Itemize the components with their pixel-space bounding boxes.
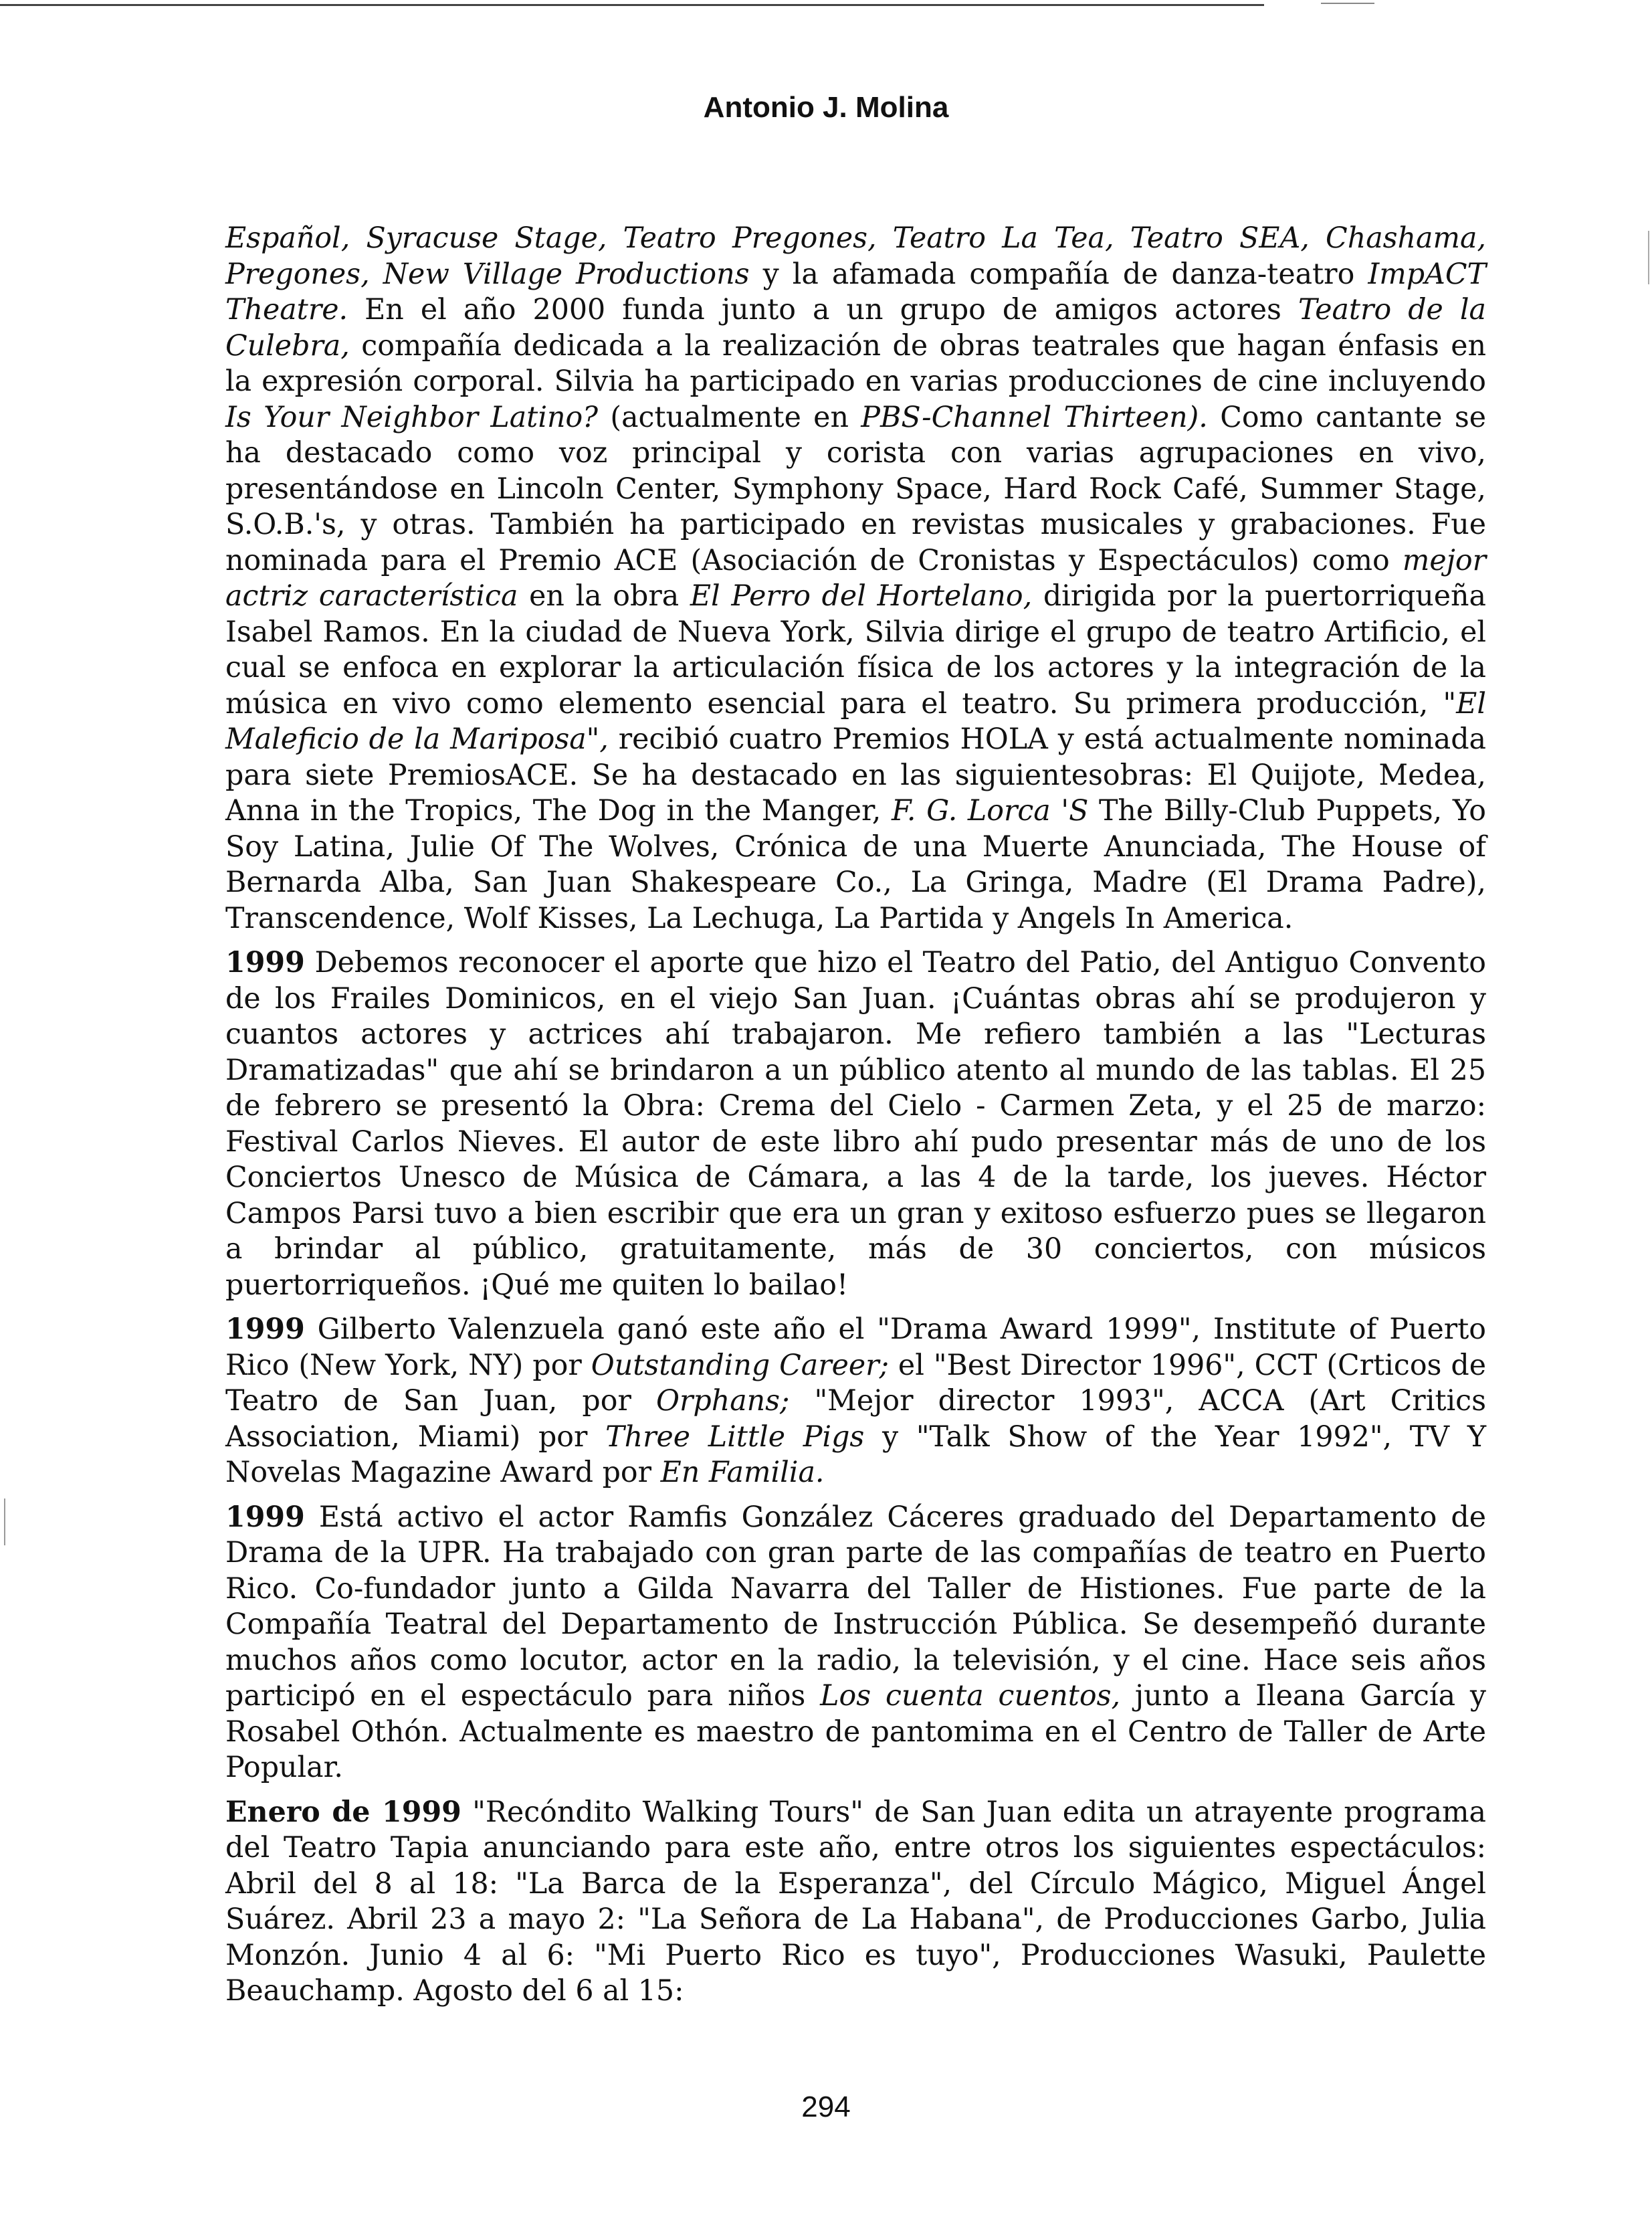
entry-year: 1999: [225, 1313, 305, 1346]
entry-date: Enero de 1999: [225, 1795, 461, 1829]
running-header: Antonio J. Molina: [703, 91, 949, 124]
paragraph: Español, Syracuse Stage, Teatro Pregones, Teatro La Tea, Teatro SEA, Chashama, Pregones, New Village Productions y la afamada compañía de danza-teatro ImpACT Theatre. En el año 2000 funda junto a un grupo de amigos actores Teatro de la Culebra, compañía dedicada a la realización de obras teatrales que hagan énfasis en la expresión corporal. Silvia ha participado en varias producciones de cine incluyendo Is Your Neighbor Latino? (actualmente en PBS-Channel Thirteen). Como cantante se ha destacado como voz principal y corista con varias agrupaciones en vivo, presentándose en Lincoln Center, Symphony Space, Hard Rock Café, Summer Stage, S.O.B.'s, y otras. También ha participado en revistas musicales y grabaciones. Fue nominada para el Premio ACE (Asociación de Cronistas y Espectáculos) como mejor actriz característica en la obra El Perro del Hortelano, dirigida por la puertorriqueña Isabel Ramos. En la ciudad de Nueva York, Silvia dirige el grupo de teatro Artificio, el cual se enfoca en explorar la articulación física de los actores y la integración de la música en vivo como elemento esencial para el teatro. Su primera producción, "El Maleficio de la Mariposa", recibió cuatro Premios HOLA y está actualmente nominada para siete PremiosACE. Se ha destacado en las siguientesobras: El Quijote, Medea, Anna in the Tropics, The Dog in the Manger, F. G. Lorca 'S The Billy-Club Puppets, Yo Soy Latina, Julie Of The Wolves, Crónica de una Muerte Anunciada, The House of Bernarda Alba, San Juan Shakespeare Co., La Gringa, Madre (El Drama Padre), Transcendence, Wolf Kisses, La Lechuga, La Partida y Angels In America.: [225, 221, 1487, 935]
scan-edge-mark: [1648, 231, 1649, 284]
paragraph: 1999 Está activo el actor Ramfis González Cáceres graduado del Departamento de Drama de la UPR. Ha trabajado con gran parte de las compañías de teatro en Puerto Rico. Co-fundador junto a Gilda Navarra del Taller de Histiones. Fue parte de la Compañía Teatral del Departamento de Instrucción Pública. Se desempeñó durante muchos años como locutor, actor en la radio, la televisión, y el cine. Hace seis años participó en el espectáculo para niños Los cuenta cuentos, junto a Ileana García y Rosabel Othón. Actualmente es maestro de pantomima en el Centro de Taller de Arte Popular.: [225, 1500, 1487, 1784]
entry-year: 1999: [225, 1500, 305, 1534]
top-border-mark: [1321, 3, 1374, 4]
top-border-line: [0, 4, 1264, 6]
paragraph: 1999 Debemos reconocer el aporte que hizo el Teatro del Patio, del Antiguo Convento de los Frailes Dominicos, en el viejo San Juan. ¡Cuántas obras ahí se produjeron y cuantos actores y actrices ahí trabajaron. Me refiero también a las "Lecturas Dramatizadas" que ahí se brindaron a un público atento al mundo de las tablas. El 25 de febrero se presentó la Obra: Crema del Cielo - Carmen Zeta, y el 25 de marzo: Festival Carlos Nieves. El autor de este libro ahí pudo presentar más de uno de los Conciertos Unesco de Música de Cámara, a las 4 de la tarde, los jueves. Héctor Campos Parsi tuvo a bien escribir que era un gran y exitoso esfuerzo pues se llegaron a brindar al público, gratuitamente, más de 30 conciertos, con músicos puertorriqueños. ¡Qué me quiten lo bailao!: [225, 946, 1486, 1302]
paragraph: 1999 Gilberto Valenzuela ganó este año el "Drama Award 1999", Institute of Puerto Rico (New York, NY) por Outstanding Career; el "Best Director 1996", CCT (Crticos de Teatro de San Juan, por Orphans; "Mejor director 1993", ACCA (Art Critics Association, Miami) por Three Little Pigs y "Talk Show of the Year 1992", TV Y Novelas Magazine Award por En Familia.: [225, 1313, 1486, 1489]
entry-year: 1999: [225, 946, 305, 979]
scan-edge-mark: [4, 1499, 5, 1545]
paragraph: Enero de 1999 "Recóndito Walking Tours" de San Juan edita un atrayente programa del Teatro Tapia anunciando para este año, entre otros los siguientes espectáculos: Abril del 8 al 18: "La Barca de la Esperanza", del Círculo Mágico, Miguel Ángel Suárez. Abril 23 a mayo 2: "La Señora de La Habana", de Producciones Garbo, Julia Monzón. Junio 4 al 6: "Mi Puerto Rico es tuyo", Producciones Wasuki, Paulette Beauchamp. Agosto del 6 al 15:: [225, 1795, 1486, 2008]
page-number: 294: [801, 2091, 851, 2123]
body-text: [225, 221, 1486, 2018]
